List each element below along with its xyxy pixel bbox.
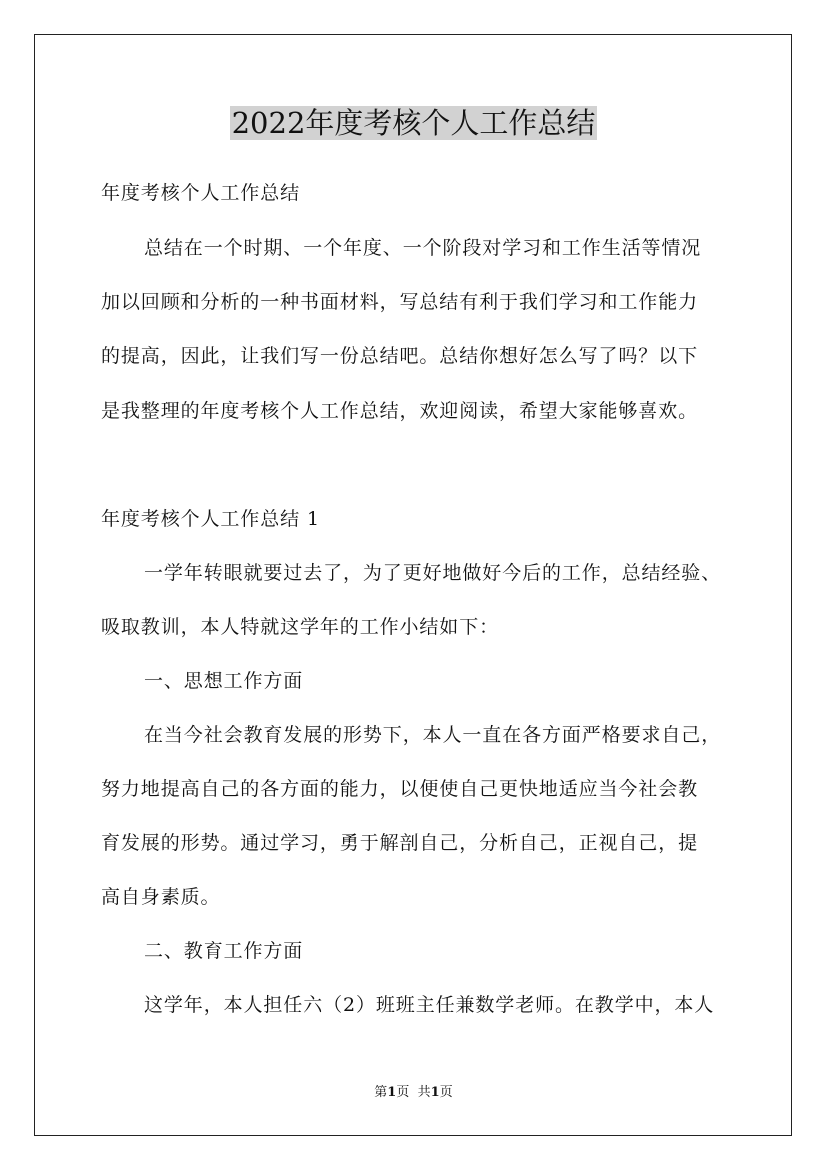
paragraph-line: 的提高，因此，让我们写一份总结吧。总结你想好怎么写了吗？以下 <box>101 345 699 367</box>
paragraph-line: 加以回顾和分析的一种书面材料，写总结有利于我们学习和工作能力 <box>101 291 699 313</box>
paragraph-line: 努力地提高自己的各方面的能力，以便使自己更快地适应当今社会教 <box>101 778 699 800</box>
paragraph-line: 是我整理的年度考核个人工作总结，欢迎阅读，希望大家能够喜欢。 <box>101 400 699 422</box>
paragraph-line: 一学年转眼就要过去了，为了更好地做好今后的工作，总结经验、 <box>144 562 722 584</box>
paragraph-line: 高自身素质。 <box>101 886 221 908</box>
page-unit: 页 <box>396 1085 410 1100</box>
page-label: 第 <box>374 1085 388 1100</box>
section-heading: 年度考核个人工作总结 1 <box>101 508 320 530</box>
paragraph-line: 吸取教训，本人特就这学年的工作小结如下： <box>101 616 500 638</box>
total-label: 共 <box>417 1085 431 1100</box>
page-number: 1 <box>387 1085 397 1100</box>
paragraph-line: 总结在一个时期、一个年度、一个阶段对学习和工作生活等情况 <box>144 237 702 259</box>
total-unit: 页 <box>439 1085 453 1100</box>
subsection-heading: 一、思想工作方面 <box>144 670 304 692</box>
page-footer <box>0 1084 827 1102</box>
total-number: 1 <box>430 1085 440 1100</box>
subsection-heading: 二、教育工作方面 <box>144 940 304 962</box>
subtitle-line: 年度考核个人工作总结 <box>101 182 301 204</box>
paragraph-line: 这学年，本人担任六（2）班班主任兼数学老师。在教学中，本人 <box>144 994 715 1016</box>
paragraph-line: 在当今社会教育发展的形势下，本人一直在各方面严格要求自己， <box>144 724 722 746</box>
document-title: 2022年度考核个人工作总结 <box>231 106 596 140</box>
paragraph-line: 育发展的形势。通过学习，勇于解剖自己，分析自己，正视自己，提 <box>101 832 699 854</box>
